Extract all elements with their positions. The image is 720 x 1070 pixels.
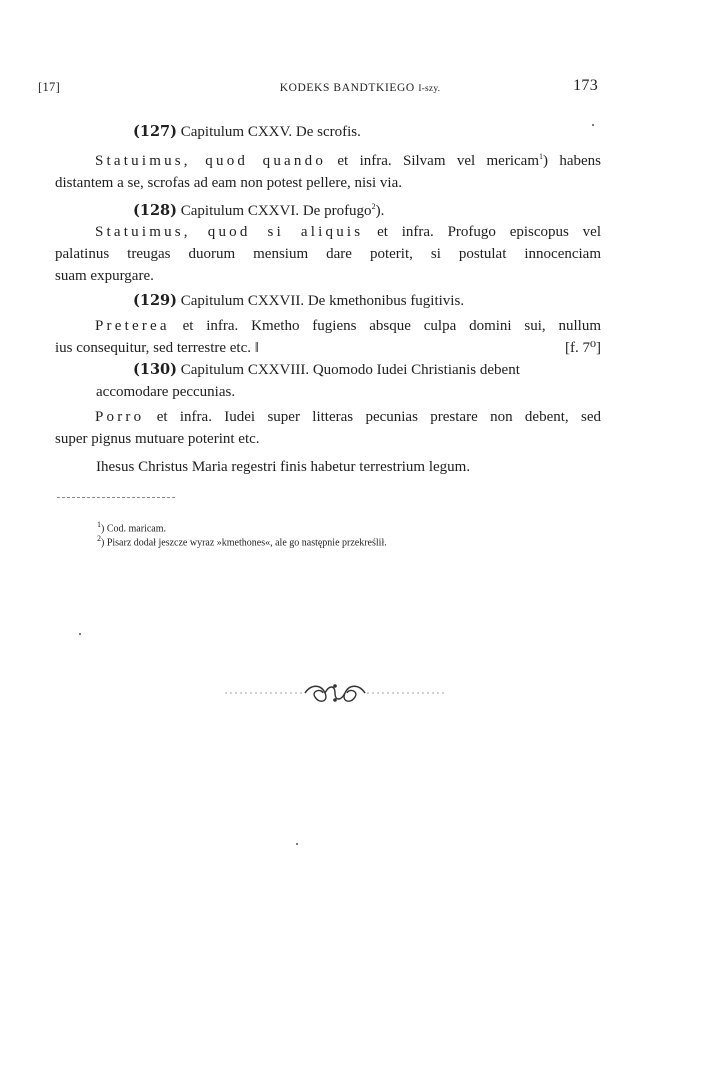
closing-line: Ihesus Christus Maria regestri finis habetur terrestrium legum. — [96, 459, 471, 475]
footnote-mark: 2 — [97, 534, 101, 543]
section-number: (130) — [133, 361, 177, 378]
section-title: Capitulum CXXVII. De kmethonibus fugitivis. — [180, 293, 465, 309]
running-title-text: KODEKS BANDTKIEGO — [279, 82, 415, 94]
section-number: (129) — [133, 292, 177, 309]
body-line — [55, 337, 601, 359]
section-heading-127 — [133, 121, 361, 143]
section-heading-129 — [133, 290, 464, 312]
section-number: (128) — [133, 202, 177, 219]
spaced-lead: Porro — [95, 409, 145, 425]
spaced-lead: Statuimus, quod si aliquis — [95, 224, 364, 240]
footnote-mark: 1 — [97, 520, 101, 529]
body-line — [55, 221, 601, 243]
running-title-suffix: I-szy. — [418, 84, 441, 94]
body-text: ius consequitur, sed terrestre etc. ‖ — [55, 340, 259, 356]
footnote-text: ) Pisarz dodał jeszcze wyraz »kmethones«, ale go następnie przekreślił. — [101, 537, 387, 549]
running-title — [0, 82, 720, 94]
section-number: (127) — [133, 123, 177, 140]
body-text: habens — [559, 153, 602, 169]
header-signature: [17] — [38, 80, 61, 94]
section-heading-128: (128) Capitulum CXXVI. De profugo$^2$). — [133, 202, 385, 219]
body-text: et infra. Silvam vel mericam — [337, 153, 539, 169]
body-line: suam expurgare. — [55, 268, 154, 284]
folio-marker: [f. 7⁰] — [565, 340, 601, 356]
section-title: Capitulum CXXV. De scrofis. — [180, 124, 361, 140]
punctuation: . — [380, 203, 385, 219]
section-body-127 — [55, 146, 601, 194]
section-heading-130 — [133, 359, 520, 381]
decorative-ornament — [225, 680, 445, 706]
section-title: Capitulum CXXVIII. Quomodo Iudei Christianis debent — [180, 362, 520, 378]
body-line — [55, 406, 601, 428]
footnote-divider — [57, 497, 175, 498]
section-title: Capitulum CXXVI. De profugo — [180, 203, 372, 219]
section-heading-130-cont: accomodare peccunias. — [96, 384, 236, 400]
body-line: distantem a se, scrofas ad eam non potest pellere, nisi via. — [55, 175, 402, 191]
body-line: palatinus treugas duorum mensium dare poterit, si postulat innocenciam — [55, 246, 601, 262]
body-text: et infra. Kmetho fugiens absque culpa domini sui, nullum — [182, 318, 601, 334]
section-body-128 — [55, 221, 601, 287]
body-line: super pignus mutuare poterint etc. — [55, 431, 260, 447]
spaced-lead: Statuimus, quod quando — [95, 153, 327, 169]
footnote-ref: 2 — [371, 202, 376, 211]
body-text: et infra. Iudei super litteras pecunias prestare non debent, sed — [156, 409, 602, 425]
section-body-130 — [55, 406, 601, 450]
body-line — [55, 315, 601, 337]
page-number: 173 — [573, 77, 598, 94]
section-body-129 — [55, 315, 601, 359]
stray-mark — [79, 633, 81, 635]
body-text: et infra. Profugo episcopus vel — [377, 224, 601, 240]
footnote-ref: 1 — [539, 152, 543, 161]
stray-mark — [296, 843, 298, 845]
footnote-2 — [97, 532, 387, 550]
stray-mark — [592, 124, 594, 126]
footnote-text: ) Cod. maricam. — [101, 523, 166, 535]
spaced-lead: Preterea — [95, 318, 170, 334]
body-line: Statuimus, quod quando et infra. Silvam vel mericam$^1$) habens — [95, 152, 602, 169]
